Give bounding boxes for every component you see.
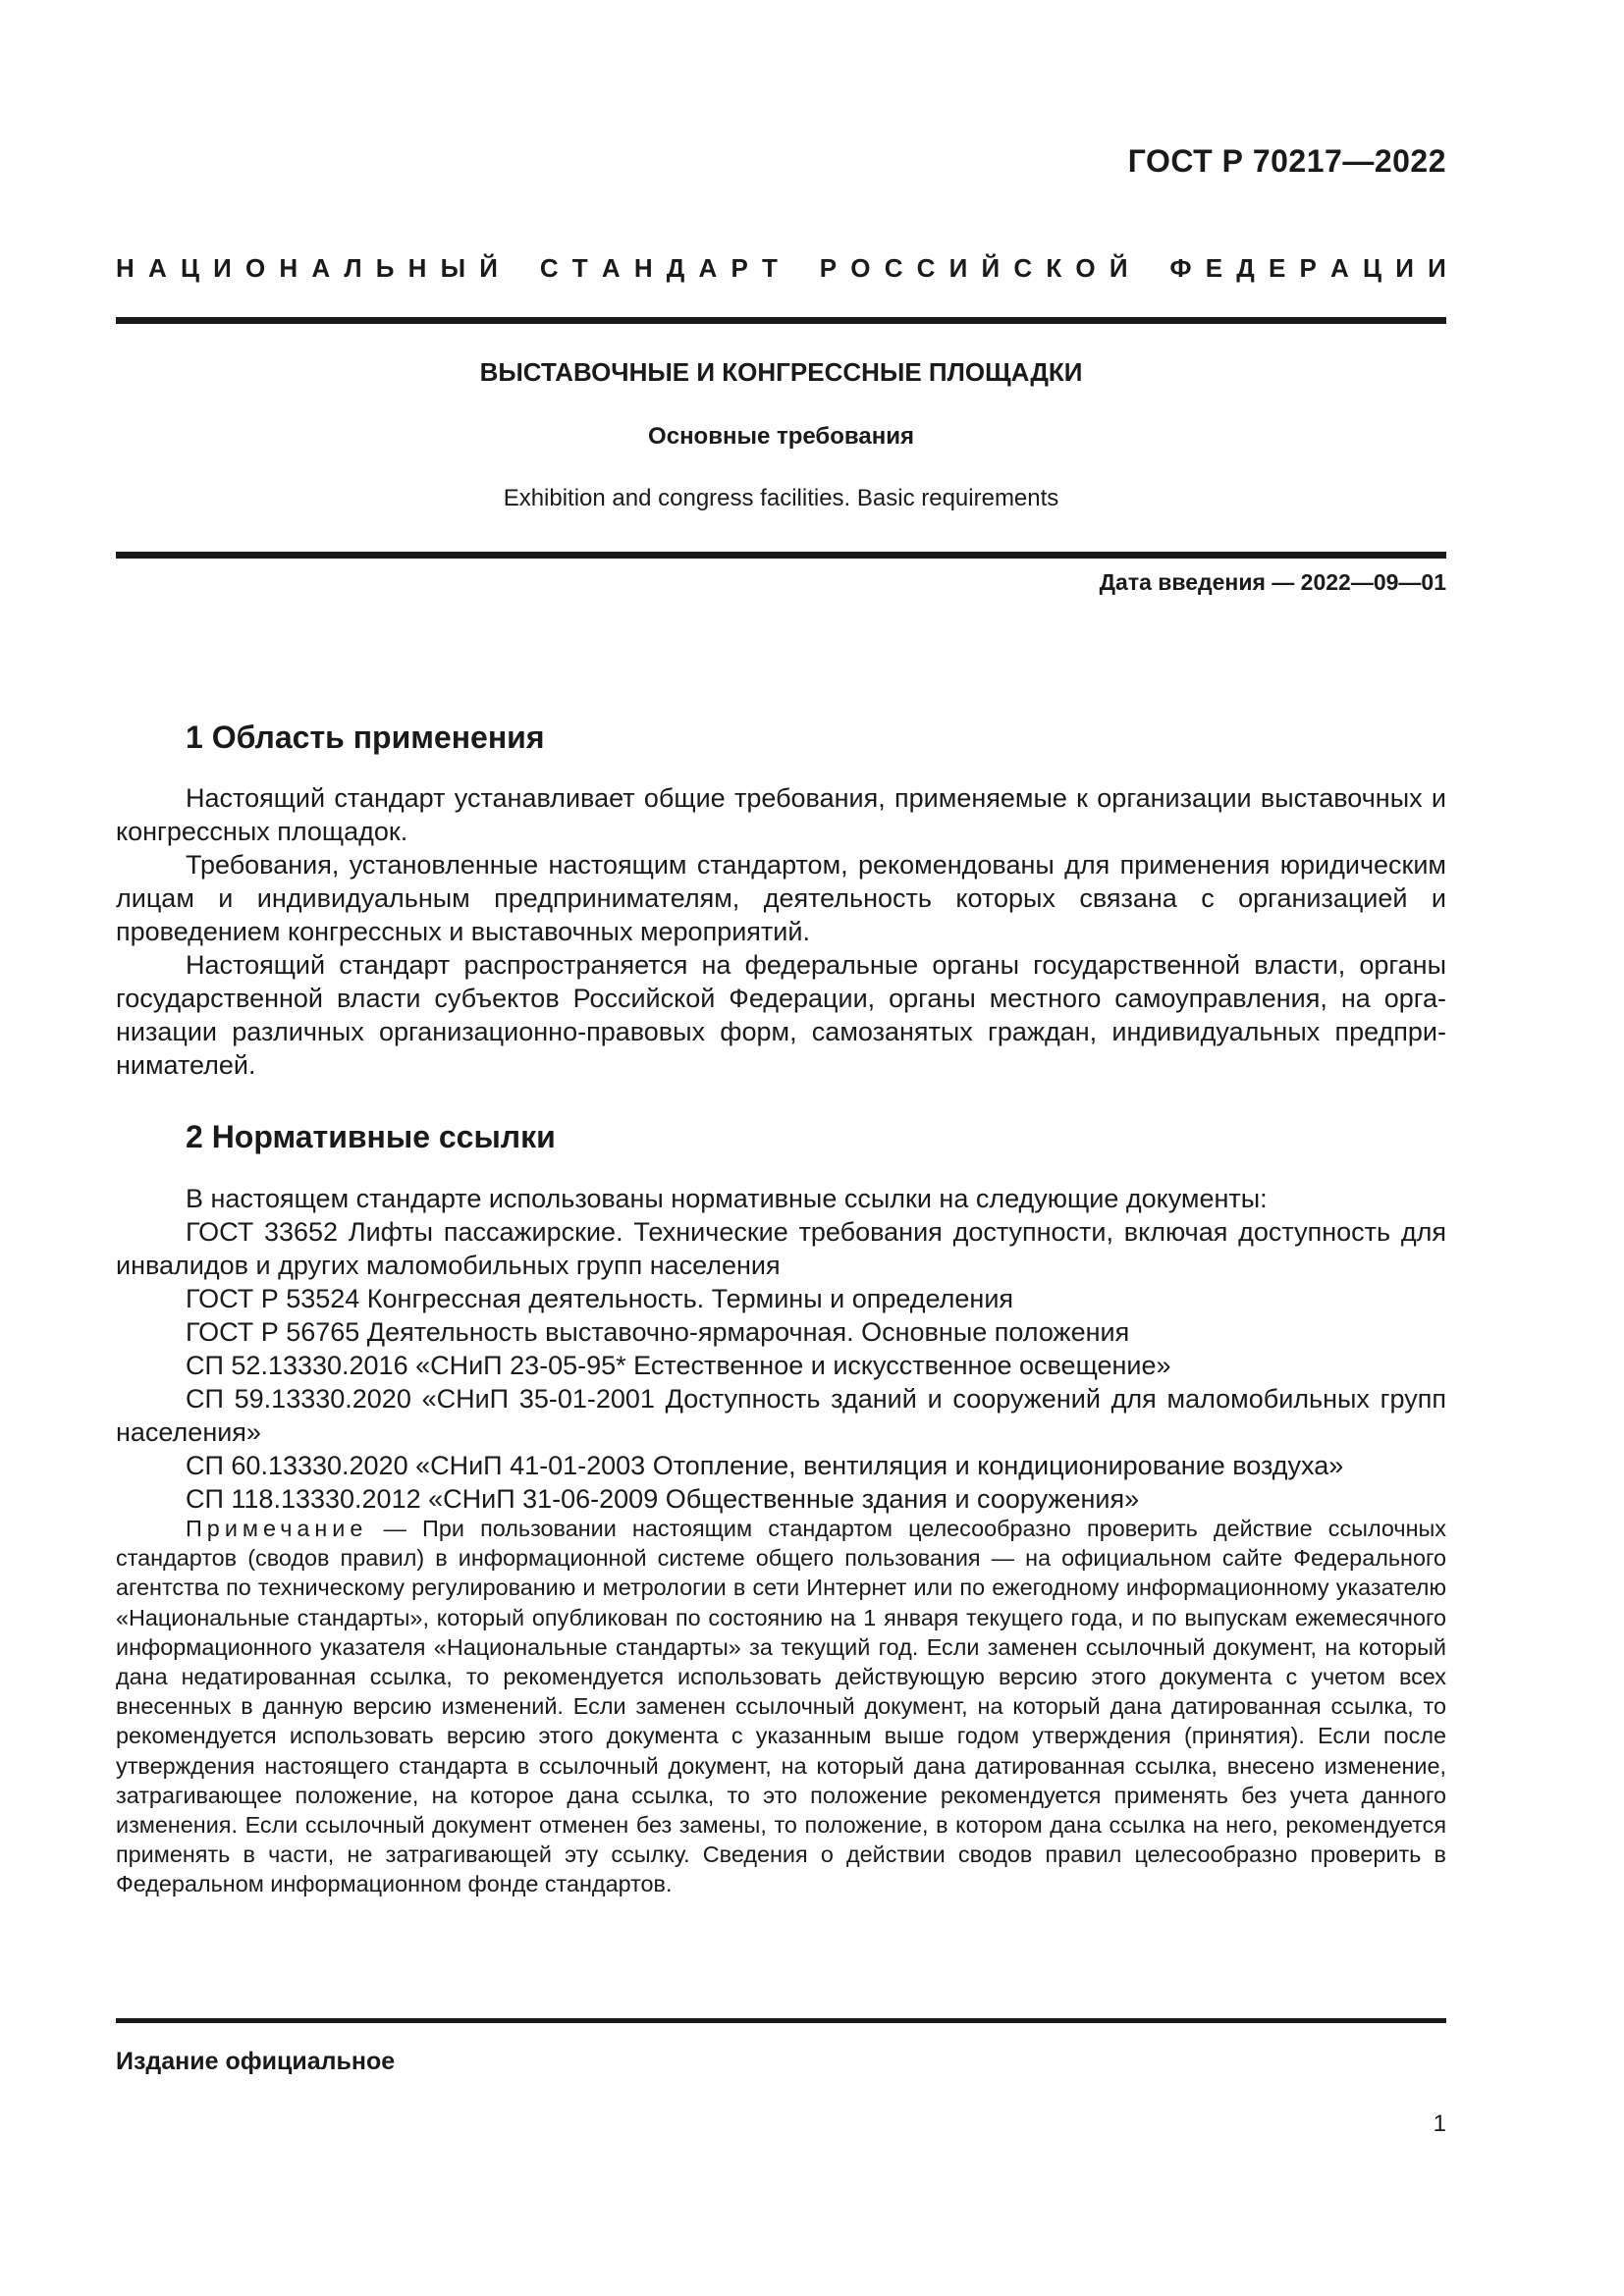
- banner-letter: О: [245, 253, 266, 283]
- title-rule: [116, 552, 1446, 559]
- banner-letter: Н: [407, 253, 427, 283]
- banner-letter: Р: [819, 253, 838, 283]
- banner-space: [512, 253, 525, 284]
- banner-letter: Ы: [440, 253, 466, 283]
- banner-letter: И: [1395, 253, 1414, 283]
- reference-item: ГОСТ Р 53524 Конгрессная деятельность. Термины и определения: [186, 1284, 1014, 1313]
- banner-letter: Е: [1205, 253, 1223, 283]
- page-number: 1: [1433, 2110, 1446, 2137]
- banner-letter: И: [948, 253, 968, 283]
- banner-letter: Н: [279, 253, 298, 283]
- banner-letter: Ц: [180, 253, 199, 283]
- banner-letter: А: [311, 253, 331, 283]
- banner-letter: И: [213, 253, 232, 283]
- banner-letter: А: [601, 253, 621, 283]
- introduction-date: Дата введения — 2022—09—01: [1099, 569, 1446, 595]
- banner-letter: К: [1046, 253, 1062, 283]
- paragraph: Настоящий стандарт распространяется на федеральные органы государственной власти, органы государственной власти субъектов Российской Федерации, органы местного самоуправления, на организации различных организационно-правовых форм, самозанятых граждан, индивидуальных предпринимателей.: [116, 950, 1446, 1080]
- footer-rule: [116, 2018, 1446, 2023]
- paragraph: Требования, установленные настоящим стандартом, рекомендованы для применения юридическим лицам и индивидуальным предпринимателям, деятельность которых связана с организацией и проведением конгрессных и выставочных мероприятий.: [116, 850, 1446, 946]
- official-edition: Издание официальное: [116, 2048, 396, 2075]
- banner-letter: Ц: [1363, 253, 1382, 283]
- paragraph: В настоящем стандарте использованы нормативные ссылки на следующие документы:: [186, 1184, 1268, 1213]
- reference-item: ГОСТ 33652 Лифты пассажирские. Технические требования доступности, включая доступность для инвалидов и других маломобильных групп населения: [116, 1217, 1446, 1280]
- gost-id: ГОСТ Р 70217—2022: [1127, 143, 1446, 179]
- reference-item: СП 59.13330.2020 «СНиП 35-01-2001 Доступность зданий и сооружений для маломобильных групп населения»: [116, 1384, 1446, 1447]
- banner-letter: Й: [1109, 253, 1128, 283]
- note-text: — При пользовании настоящим стандартом целесообразно проверить действие ссылочных стандартов (сводов правил) в информационной системе общего пользования — на официальном сайте Федерального агентства по техническому регулированию и метрологии в сети Интернет или по ежегодному информационному указателю «Национальные стандарты», который опубликован по состоянию на 1 января текущего года, и по выпускам ежемесячного информационного указателя «Национальные стандарты» за текущий год. Если заменен ссылочный документ, на который дана недатированная ссылка, то рекомендуется использовать действующую версию этого документа с учетом всех внесенных в данную версию изменений. Если заменен ссылочный документ, на который дана датированная ссылка, то рекомендуется использовать версию этого документа с указанным выше годом утверждения (принятия). Если после утверждения настоящего стандарта в ссылочный документ, на который дана датированная ссылка, внесено изменение, затрагивающее положение, на которое дана ссылка, то это положение рекомендуется применять без учета данного изменения. Если ссылочный документ отменен без замены, то положение, в котором дана ссылка на него, рекомендуется применять в части, не затрагивающей эту ссылку. Сведения о действии сводов правил целесообразно проверить в Федеральном информационном фонде стандартов.: [116, 1516, 1446, 1897]
- banner-letter: Н: [633, 253, 653, 283]
- reference-item: СП 60.13330.2020 «СНиП 41-01-2003 Отопление, вентиляция и кондиционирование воздуха»: [186, 1451, 1344, 1480]
- banner-letter: Т: [762, 253, 778, 283]
- note-label: Примечание: [186, 1516, 368, 1541]
- banner-letter: Е: [1268, 253, 1286, 283]
- banner-letter: С: [884, 253, 903, 283]
- banner-letter: А: [1330, 253, 1349, 283]
- banner-letter: Ь: [375, 253, 395, 283]
- banner-space: [1142, 253, 1156, 284]
- section-2-body: [116, 1182, 1446, 1516]
- reference-item: СП 52.13330.2016 «СНиП 23-05-95* Естественное и искусственное освещение»: [186, 1351, 1171, 1380]
- banner-letter: Д: [666, 253, 685, 283]
- banner-letter: Н: [116, 253, 135, 283]
- reference-item: ГОСТ Р 56765 Деятельность выставочно-ярмарочная. Основные положения: [186, 1317, 1130, 1347]
- national-standard-banner: [116, 253, 1446, 284]
- banner-letter: Л: [344, 253, 362, 283]
- document-subtitle: Основные требования: [648, 423, 914, 450]
- banner-letter: Т: [571, 253, 588, 283]
- banner-letter: С: [916, 253, 936, 283]
- banner-letter: Р: [1299, 253, 1317, 283]
- banner-letter: А: [698, 253, 718, 283]
- reference-item: СП 118.13330.2012 «СНиП 31-06-2009 Общественные здания и сооружения»: [186, 1484, 1140, 1514]
- paragraph: Настоящий стандарт устанавливает общие требования, применяемые к организации выставочных и конгрессных площадок.: [116, 783, 1446, 846]
- banner-letter: А: [147, 253, 167, 283]
- section-2-heading: 2 Нормативные ссылки: [186, 1119, 556, 1154]
- note-block: [116, 1514, 1446, 1899]
- banner-letter: С: [539, 253, 559, 283]
- banner-space: [791, 253, 805, 284]
- banner-letter: Ф: [1169, 253, 1192, 283]
- banner-letter: О: [850, 253, 871, 283]
- banner-letter: О: [1075, 253, 1096, 283]
- banner-letter: Й: [479, 253, 498, 283]
- banner-letter: И: [1428, 253, 1446, 283]
- banner-letter: Д: [1236, 253, 1255, 283]
- english-title: Exhibition and congress facilities. Basic requirements: [503, 485, 1059, 511]
- banner-letter: Й: [981, 253, 1001, 283]
- banner-letter: С: [1013, 253, 1033, 283]
- document-title: ВЫСТАВОЧНЫЕ И КОНГРЕССНЫЕ ПЛОЩАДКИ: [479, 357, 1083, 387]
- top-rule: [116, 317, 1446, 324]
- section-1-body: [116, 781, 1446, 1082]
- banner-letter: Р: [731, 253, 748, 283]
- section-1-heading: 1 Область применения: [186, 720, 545, 755]
